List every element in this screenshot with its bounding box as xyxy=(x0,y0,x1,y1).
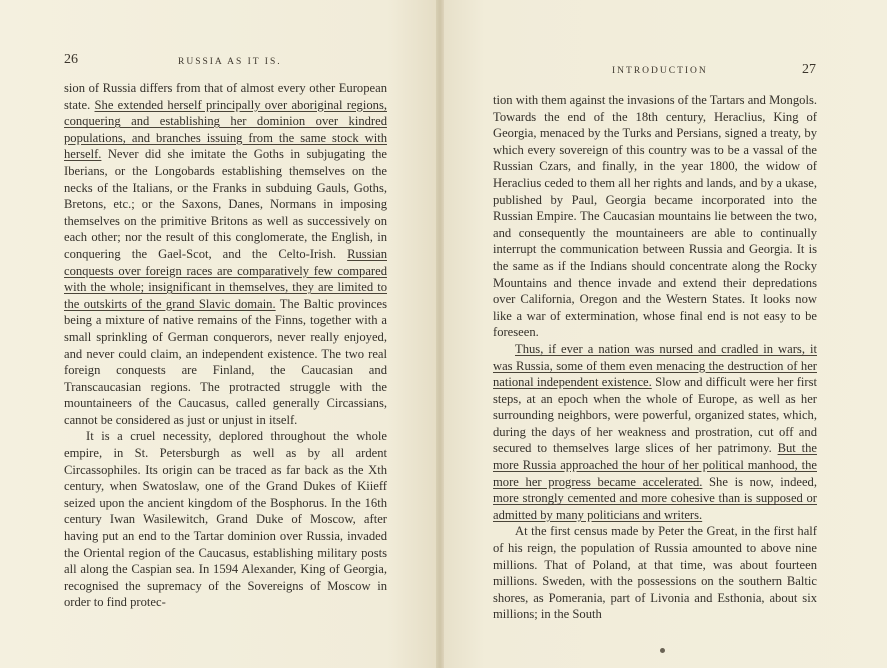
left-running-head: RUSSIA AS IT IS. xyxy=(178,57,282,67)
book-gutter xyxy=(436,0,444,668)
page-mark xyxy=(660,648,665,653)
text-run: Never did she imitate the Goths in subjugating the Iberians, or the Longobards establishing themselves on the necks of the Italians, or the Franks in subduing Gauls, Goths, Bretons, etc.; or the Saxons, Danes, Normans in imposing themselves on the primitive Britons as well as successively on each other; nor the result of this conglomerate, the English, in conquering the Gael-Scot, and the Celto-Irish. xyxy=(64,147,387,261)
underlined-passage: She extended herself principally over aboriginal regions, conquering and establishing her dominion over kindred populations, and branches issuing from the same stock with herself. xyxy=(64,97,387,162)
right-paragraph xyxy=(493,92,817,341)
text-run: sion of Russia differs from that of almost every other European state. xyxy=(64,81,387,112)
underlined-passage: Russian conquests over foreign races are comparatively few compared with the whole; insignificant in themselves, they are limited to the outskirts of the grand Slavic domain. xyxy=(64,246,387,311)
right-running-head: INTRODUCTION xyxy=(612,66,708,76)
text-run: Slow and difficult were her first steps, at an epoch when the whole of Europe, as well as her surrounding neighbors, were powerful, organized states, which, during the days of her weakness and prostration, cut off and secured to themselves large slices of her patrimony. xyxy=(493,375,817,456)
left-paragraph xyxy=(64,80,387,428)
text-run: tion with them against the invasions of the Tartars and Mongols. Towards the end of the 18th century, Heraclius, King of Georgia, menaced by the Turks and Persians, signed a treaty, by which every sovereign of this country was to be a vassal of the Russian Czars, and finally, in the year 1800, the widow of Heraclius ceded to them all her rights and lands, and by a ukase, published by Paul, Georgia became incorporated into the Russian Empire. The Caucasian mountains lie between the two, and consequently the mountaineers are able to continually interrupt the communication between Russia and Georgia. It is the same as if the Indians should concentrate along the Rocky Mountains and thence invade and extend their depredations over California, Oregon and the Western States. It looks now like a war of extermination, whose final end is not easy to be foreseen. xyxy=(493,93,817,340)
text-run: She is now, indeed, xyxy=(702,474,817,489)
underlined-passage: more strongly cemented and more cohesive than is supposed or admitted by many politicians and writers. xyxy=(493,491,817,522)
right-paragraph xyxy=(493,523,817,623)
left-page-body xyxy=(64,80,387,611)
left-page-number: 26 xyxy=(64,52,78,67)
right-page-number: 27 xyxy=(802,62,816,77)
text-run: It is a cruel necessity, deplored throughout the whole empire, in St. Petersburgh as well as by all ardent Circassophiles. Its origin can be traced as far back as the Xth century, when Swatoslaw, one of the Grand Dukes of Kiieff seized upon the ancient kingdom of the Bosphorus. In the 16th century Iwan Wasilewitch, Grand Duke of Moscow, after having put an end to the Tartar dominion over Russia, invaded the Oriental region of the Caucasus, establishing military posts all along the Caspian sea. In 1594 Alexander, King of Georgia, recognised the supremacy of the Sovereigns of Moscow in order to find protec- xyxy=(64,429,387,610)
right-page-body xyxy=(493,92,817,623)
text-run: At the first census made by Peter the Great, in the first half of his reign, the population of Russia amounted to above nine millions. That of Poland, at that time, was about fourteen millions. Sweden, with the possessions on the southern Baltic shores, as Pomerania, part of Livonia and Esthonia, about six millions; in the South xyxy=(493,524,817,622)
underlined-passage: But the more Russia approached the hour of her political manhood, the more her progress became accelerated. xyxy=(493,441,817,489)
underlined-passage: Thus, if ever a nation was nursed and cradled in wars, it was Russia, some of them even menacing the destruction of her national independent existence. xyxy=(493,341,817,390)
left-paragraph xyxy=(64,428,387,611)
text-run: The Baltic provinces being a mixture of native remains of the Finns, together with a small sprinkling of German conquerors, never really enjoyed, and never could claim, an independent existence. The two real foreign conquests are Finland, the Caucasian and Transcaucasian regions. The protracted struggle with the mountaineers of the Caucasus, called generally Circassians, cannot be considered as just or unjust in itself. xyxy=(64,296,387,427)
right-paragraph xyxy=(493,341,817,524)
